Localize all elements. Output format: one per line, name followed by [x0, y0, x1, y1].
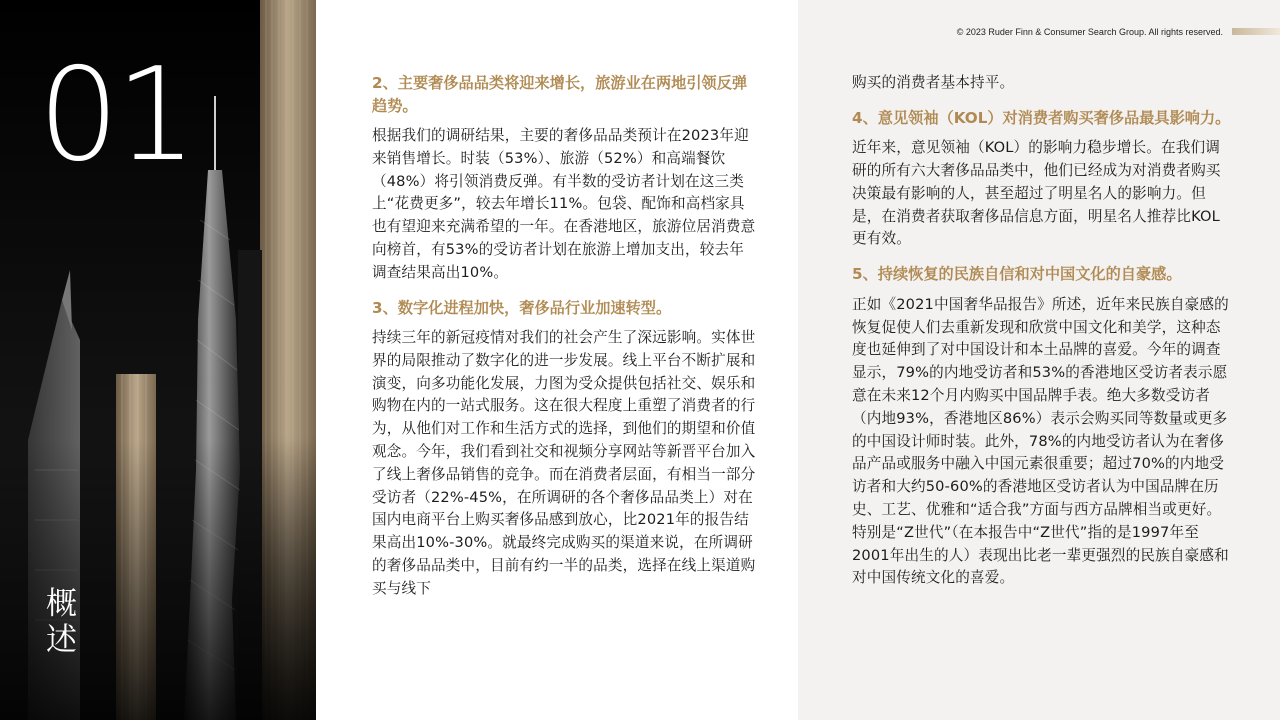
section-3-body: 持续三年的新冠疫情对我们的社会产生了深远影响。实体世界的局限推动了数字化的进一步发展。线上平台不断扩展和演变，向多功能化发展，力图为受众提供包括社交、娱乐和购物在内的一站式服务。这在很大程度上重塑了消费者的行为，从他们对工作和生活方式的选择，到他们的期望和价值观念。今年，我们看到社交和视频分享网站等新晋平台加入了线上奢侈品销售的竞争。而在消费者层面，有相当一部分受访者（22%-45%，在所调研的各个奢侈品品类上）对在国内电商平台上购买奢侈品感到放心，比2021年的报告结果高出10%-30%。就最终完成购买的渠道来说，在所调研的奢侈品品类中，目前有约一半的品类，选择在线上渠道购买与线下: [372, 329, 756, 597]
section-5-heading: 5、持续恢复的民族自信和对中国文化的自豪感。: [852, 265, 1182, 284]
cover-art-panel: [0, 0, 316, 720]
chapter-title: [46, 586, 86, 658]
section-2-body: 根据我们的调研结果，主要的奢侈品品类预计在2023年迎来销售增长。时装（53%）、旅游（52%）和高端餐饮（48%）将引领消费反弹。有半数的受访者计划在这三类上“花费更多”，较去年增长11%。包袋、配饰和高档家具也有望迎来充满希望的一年。在香港地区，旅游位居消费意向榜首，有53%的受访者计划在旅游上增加支出，较去年调查结果高出10%。: [372, 127, 756, 281]
chapter-title-line2: 述: [46, 622, 77, 658]
copyright-notice: © 2023 Ruder Finn & Consumer Search Group. All rights reserved.: [956, 27, 1223, 37]
section-4-body: 近年来，意见领袖（KOL）的影响力稳步增长。在我们调研的所有六大奢侈品品类中，他们已经成为对消费者购买决策最有影响的人，甚至超过了明星名人的影响力。但是，在消费者获取奢侈品信息方面，明星名人推荐比KOL更有效。: [852, 139, 1221, 248]
section-4-heading: 4、意见领袖（KOL）对消费者购买奢侈品最具影响力。: [852, 108, 1231, 127]
section-3-body-continued: 购买的消费者基本持平。: [852, 74, 1015, 91]
text-column-right: [852, 72, 1232, 598]
section-5-body: 正如《2021中国奢华品报告》所述，近年来民族自豪感的恢复促使人们去重新发现和欣赏中国文化和美学，这种态度也延伸到了对中国设计和本土品牌的喜爱。今年的调查显示，79%的内地受访者和53%的香港地区受访者表示愿意在未来12个月内购买中国品牌手表。绝大多数受访者（内地93%，香港地区86%）表示会购买同等数量或更多的中国设计师时装。此外，78%的内地受访者认为在奢侈品产品或服务中融入中国元素很重要；超过70%的内地受访者和大约50-60%的香港地区受访者认为中国品牌在历史、工艺、优雅和“适合我”方面与西方品牌相当或更好。特别是“Z世代”（在本报告中“Z世代”指的是1997年至2001年出生的人）表现出比老一辈更强烈的民族自豪感和对中国传统文化的喜爱。: [852, 295, 1229, 587]
gold-accent-bar: [1232, 28, 1280, 35]
section-3-heading: 3、数字化进程加快，奢侈品行业加速转型。: [372, 298, 672, 317]
text-column-middle: [372, 72, 756, 609]
section-2-heading: 2、主要奢侈品品类将迎来增长，旅游业在两地引领反弹趋势。: [372, 74, 748, 115]
chapter-title-line1: 概: [46, 586, 77, 622]
chapter-number: 01: [38, 41, 193, 190]
